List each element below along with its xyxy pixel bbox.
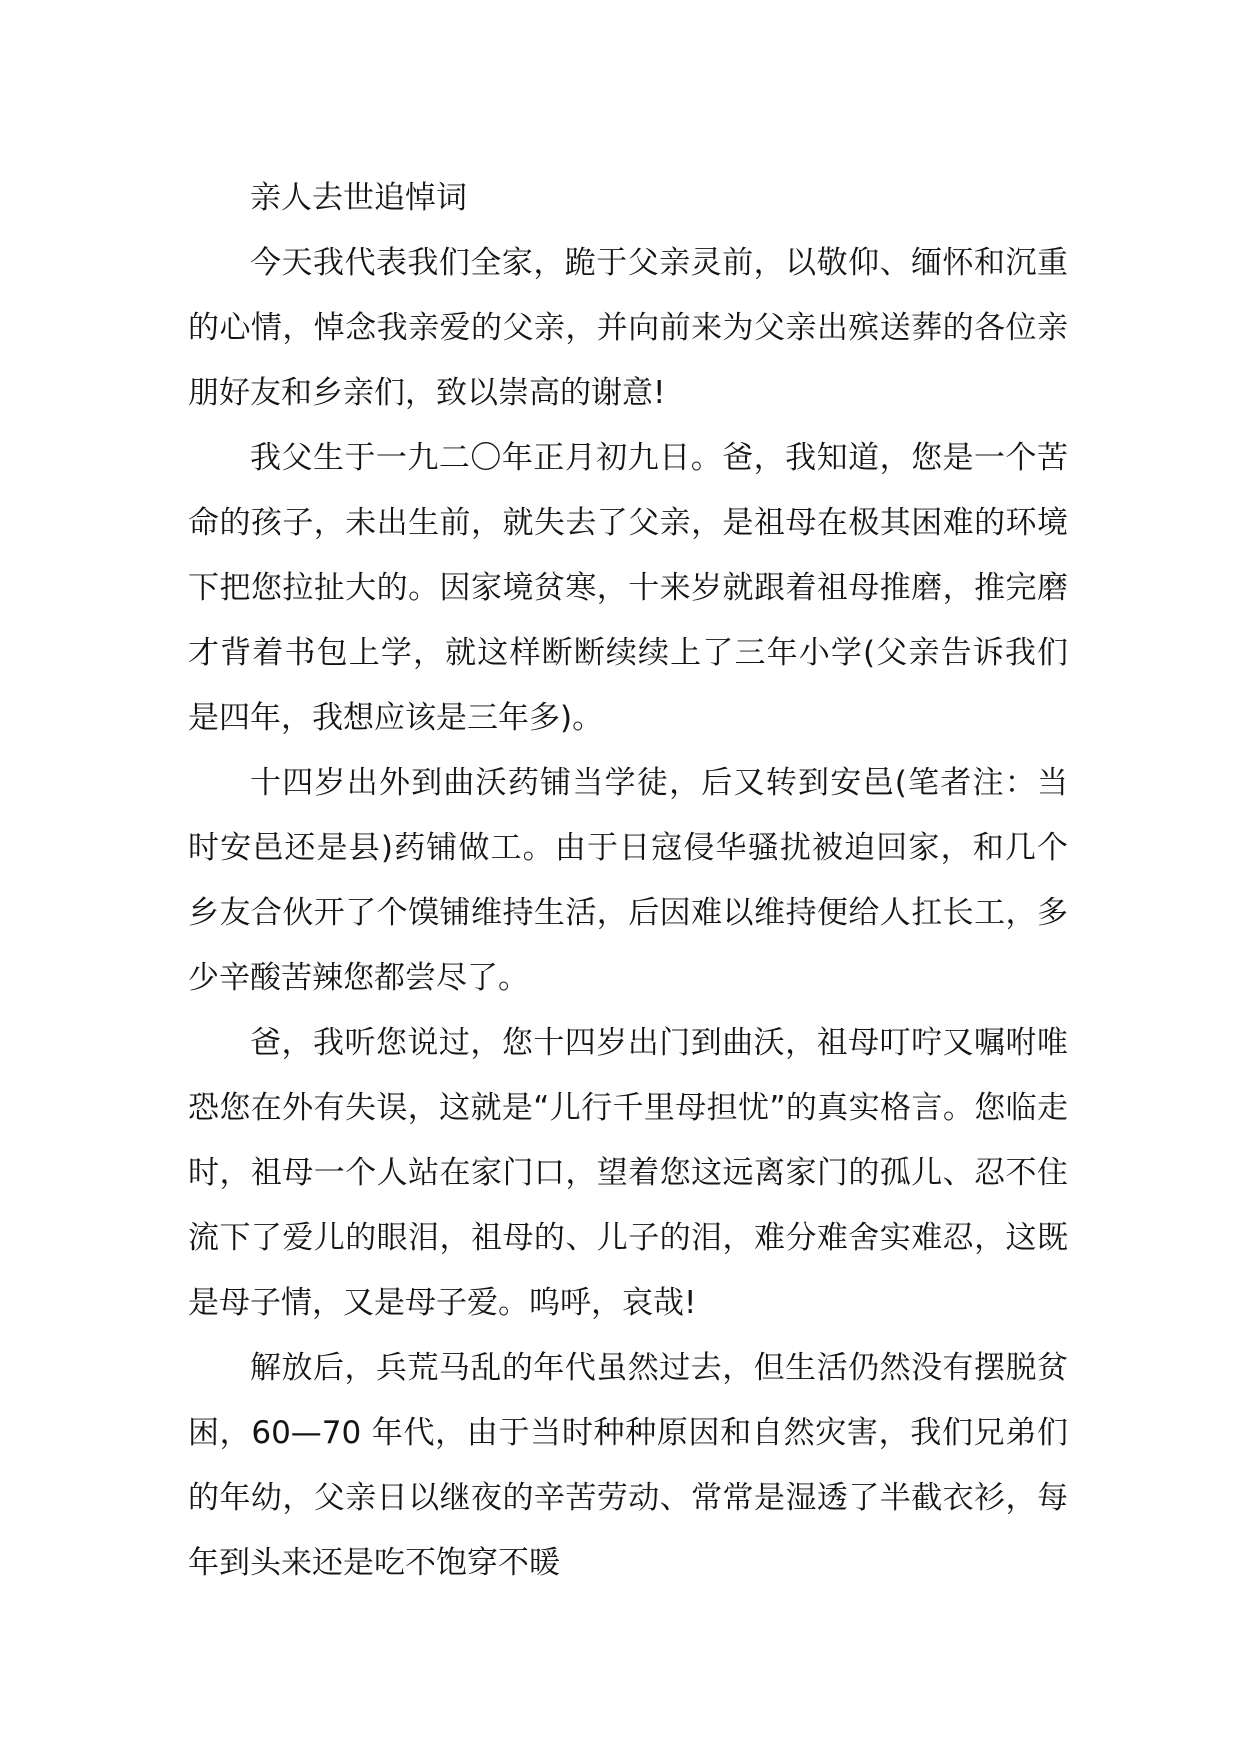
document-title: 亲人去世追悼词 (250, 180, 467, 216)
paragraph: 十四岁出外到曲沃药铺当学徒，后又转到安邑(笔者注：当时安邑还是县)药铺做工。由于日寇侵华骚扰被迫回家，和几个乡友合伙开了个馍铺维持生活，后因难以维持便给人扛长工，多少辛酸苦辣您都尝尽了。 (188, 765, 1068, 996)
paragraph: 爸，我听您说过，您十四岁出门到曲沃，祖母叮咛又嘱咐唯恐您在外有失误，这就是“儿行千里母担忧”的真实格言。您临走时，祖母一个人站在家门口，望着您这远离家门的孤儿、忍不住流下了爱儿的眼泪，祖母的、儿子的泪，难分难舍实难忍，这既是母子情，又是母子爱。呜呼，哀哉! (188, 1025, 1068, 1321)
paragraph: 我父生于一九二〇年正月初九日。爸，我知道，您是一个苦命的孩子，未出生前，就失去了父亲，是祖母在极其困难的环境下把您拉扯大的。因家境贫寒，十来岁就跟着祖母推磨，推完磨才背着书包上学，就这样断断续续上了三年小学(父亲告诉我们是四年，我想应该是三年多)。 (188, 440, 1068, 736)
document-body (188, 166, 1068, 1596)
paragraph: 解放后，兵荒马乱的年代虽然过去，但生活仍然没有摆脱贫困，60—70 年代，由于当时种种原因和自然灾害，我们兄弟们的年幼，父亲日以继夜的辛苦劳动、常常是湿透了半截衣衫，每年到头来还是吃不饱穿不暖 (188, 1350, 1068, 1581)
paragraph: 今天我代表我们全家，跪于父亲灵前，以敬仰、缅怀和沉重的心情，悼念我亲爱的父亲，并向前来为父亲出殡送葬的各位亲朋好友和乡亲们，致以崇高的谢意! (188, 245, 1068, 411)
